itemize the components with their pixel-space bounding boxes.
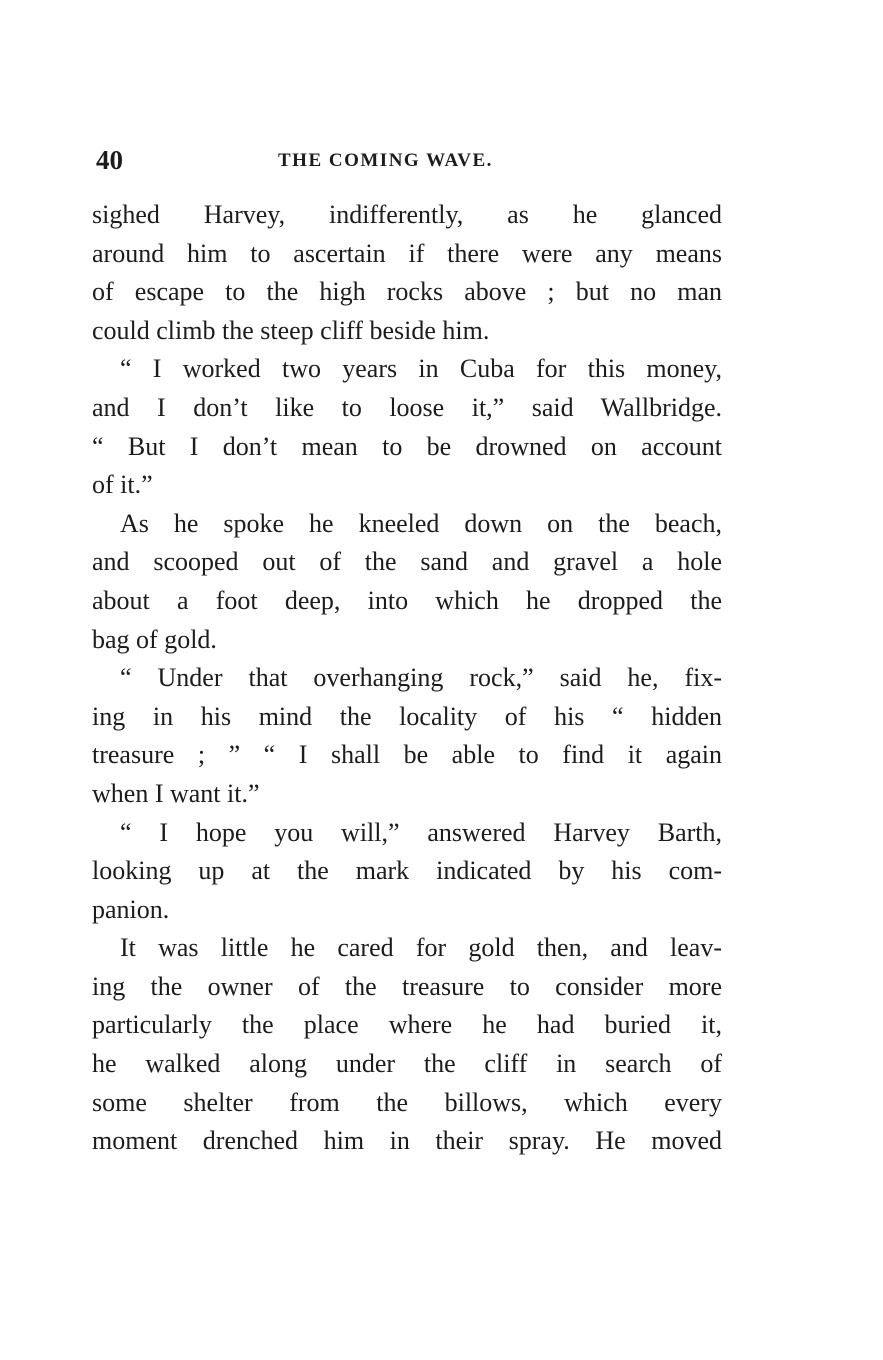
text-line: could climb the steep cliff beside him. [92, 315, 490, 345]
text-line: “ Under that overhanging rock,” said he, fix- [120, 663, 722, 693]
body-text [92, 196, 722, 1161]
text-line: As he spoke he kneeled down on the beach, [120, 508, 722, 538]
text-line: ing the owner of the treasure to consider more [92, 971, 722, 1001]
text-line: It was little he cared for gold then, and leav- [120, 933, 722, 963]
text-line: looking up at the mark indicated by his com- [92, 856, 722, 886]
text-line: he walked along under the cliff in search of [92, 1049, 722, 1079]
text-line: when I want it.” [92, 778, 260, 808]
running-head [96, 143, 736, 177]
text-line: panion. [92, 894, 170, 924]
text-line: “ I worked two years in Cuba for this money, [120, 354, 722, 384]
page-number: 40 [96, 145, 123, 175]
text-line: bag of gold. [92, 624, 217, 654]
text-line: treasure ; ” “ I shall be able to find it again [92, 740, 722, 770]
text-line: and scooped out of the sand and gravel a hole [92, 547, 722, 577]
text-line: moment drenched him in their spray. He moved [92, 1126, 722, 1156]
text-line: and I don’t like to loose it,” said Wallbridge. [92, 392, 722, 422]
text-line: of escape to the high rocks above ; but no man [92, 277, 722, 307]
text-line: ing in his mind the locality of his “ hidden [92, 701, 722, 731]
text-line: of it.” [92, 470, 153, 500]
text-line: “ But I don’t mean to be drowned on account [92, 431, 722, 461]
text-line: around him to ascertain if there were any means [92, 238, 722, 268]
book-title: THE COMING WAVE. [278, 150, 493, 171]
text-line: about a foot deep, into which he dropped the [92, 585, 722, 615]
text-line: particularly the place where he had buried it, [92, 1010, 722, 1040]
text-line: “ I hope you will,” answered Harvey Barth, [120, 817, 722, 847]
text-line: some shelter from the billows, which every [92, 1087, 722, 1117]
text-line: sighed Harvey, indifferently, as he glanced [92, 200, 722, 229]
